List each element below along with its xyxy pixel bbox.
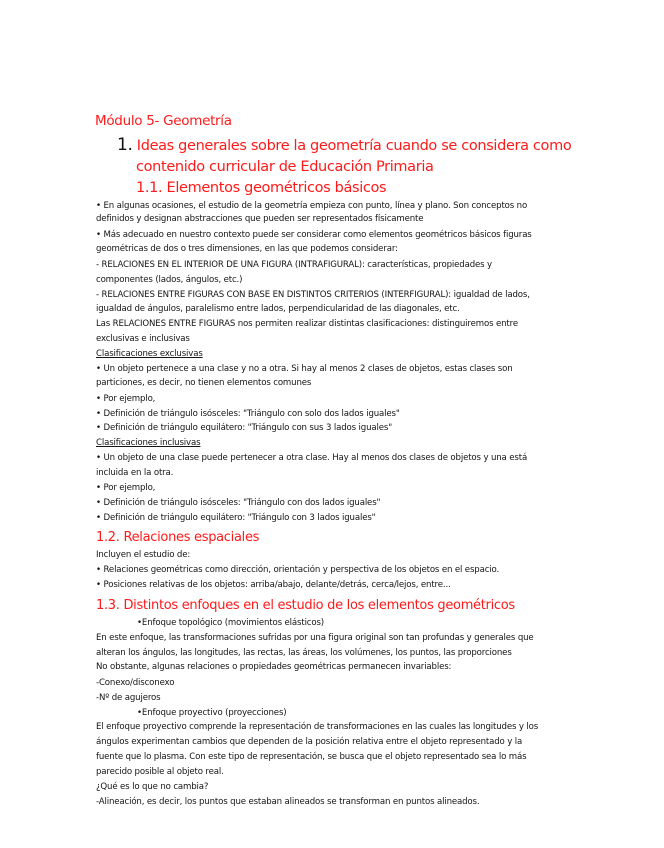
section-number: 1. bbox=[117, 135, 133, 155]
text-line: igualdad de ángulos, paralelismo entre lados, perpendicularidad de las diagonales, etc. bbox=[96, 304, 460, 314]
text-line: -Nº de agujeros bbox=[96, 693, 161, 703]
projective-heading: •Enfoque proyectivo (proyecciones) bbox=[137, 708, 287, 718]
section-title-line1: Ideas generales sobre la geometría cuando se considera como bbox=[136, 138, 572, 154]
text-line: incluida en la otra. bbox=[96, 468, 174, 478]
text-line: ¿Qué es lo que no cambia? bbox=[96, 782, 209, 792]
topological-heading: •Enfoque topológico (movimientos elásticos) bbox=[137, 618, 325, 628]
text-line: • Definición de triángulo equilátero: "Triángulo con 3 lados iguales" bbox=[96, 513, 376, 523]
text-line: -Alineación, es decir, los puntos que estaban alineados se transforman en puntos alineados. bbox=[96, 797, 480, 807]
text-line: • Un objeto pertenece a una clase y no a otra. Si hay al menos 2 clases de objetos, estas clases son bbox=[96, 364, 513, 374]
text-line: geométricas de dos o tres dimensiones, en las que podemos considerar: bbox=[96, 244, 398, 254]
text-line: - RELACIONES EN EL INTERIOR DE UNA FIGURA (INTRAFIGURAL): características, propiedades y bbox=[96, 260, 492, 270]
subsection-1-2-title: 1.2. Relaciones espaciales bbox=[96, 530, 260, 545]
subsection-1-3-title: 1.3. Distintos enfoques en el estudio de los elementos geométricos bbox=[96, 598, 515, 613]
text-line: No obstante, algunas relaciones o propiedades geométricas permanecen invariables: bbox=[96, 662, 452, 672]
text-line: • Un objeto de una clase puede pertenecer a otra clase. Hay al menos dos clases de objetos y una está bbox=[96, 453, 528, 463]
subsection-1-1-title: 1.1. Elementos geométricos básicos bbox=[136, 180, 387, 196]
text-line: Las RELACIONES ENTRE FIGURAS nos permiten realizar distintas clasificaciones: distinguiremos entre bbox=[96, 319, 518, 329]
text-line: • Definición de triángulo isósceles: "Triángulo con dos lados iguales" bbox=[96, 498, 381, 508]
text-line: Incluyen el estudio de: bbox=[96, 550, 191, 560]
text-line: • Más adecuado en nuestro contexto puede ser considerar como elementos geométricos básicos figuras bbox=[96, 230, 532, 240]
module-title: Módulo 5- Geometría bbox=[95, 113, 232, 129]
text-line: • Relaciones geométricas como dirección, orientación y perspectiva de los objetos en el espacio. bbox=[96, 565, 500, 575]
text-line: -Conexo/disconexo bbox=[96, 678, 175, 688]
text-line: En este enfoque, las transformaciones sufridas por una figura original son tan profundas y generales que bbox=[96, 633, 534, 643]
text-line: particiones, es decir, no tienen elementos comunes bbox=[96, 378, 312, 388]
text-line: definidos y designan abstracciones que pueden ser representados físicamente bbox=[96, 214, 424, 224]
text-line: - RELACIONES ENTRE FIGURAS CON BASE EN DISTINTOS CRITERIOS (INTERFIGURAL): igualdad de lados, bbox=[96, 290, 530, 300]
text-line: El enfoque proyectivo comprende la representación de transformaciones en las cuales las longitudes y los bbox=[96, 722, 539, 732]
section-1-heading bbox=[117, 136, 571, 155]
text-line: • Posiciones relativas de los objetos: arriba/abajo, delante/detrás, cerca/lejos, entre... bbox=[96, 580, 451, 590]
text-line: • Definición de triángulo equilátero: "Triángulo con sus 3 lados iguales" bbox=[96, 423, 393, 433]
text-line: ángulos experimentan cambios que dependen de la posición relativa entre el objeto representado y la bbox=[96, 737, 523, 747]
text-line: • Por ejemplo, bbox=[96, 394, 156, 404]
exclusive-heading: Clasificaciones exclusivas bbox=[96, 349, 203, 359]
text-line: alteran los ángulos, las longitudes, las rectas, las áreas, los volúmenes, los puntos, las proporciones bbox=[96, 648, 512, 658]
text-line: • En algunas ocasiones, el estudio de la geometría empieza con punto, línea y plano. Son conceptos no bbox=[96, 201, 528, 211]
text-line: fuente que lo plasma. Con este tipo de representación, se busca que el objeto representado sea lo más bbox=[96, 752, 527, 762]
text-line: exclusivas e inclusivas bbox=[96, 334, 190, 344]
text-line: parecido posible al objeto real. bbox=[96, 767, 224, 777]
section-title-line2: contenido curricular de Educación Primaria bbox=[136, 159, 434, 175]
text-line: • Por ejemplo, bbox=[96, 483, 156, 493]
text-line: componentes (lados, ángulos, etc.) bbox=[96, 275, 243, 285]
inclusive-heading: Clasificaciones inclusivas bbox=[96, 438, 201, 448]
text-line: • Definición de triángulo isósceles: "Triángulo con solo dos lados iguales" bbox=[96, 409, 400, 419]
